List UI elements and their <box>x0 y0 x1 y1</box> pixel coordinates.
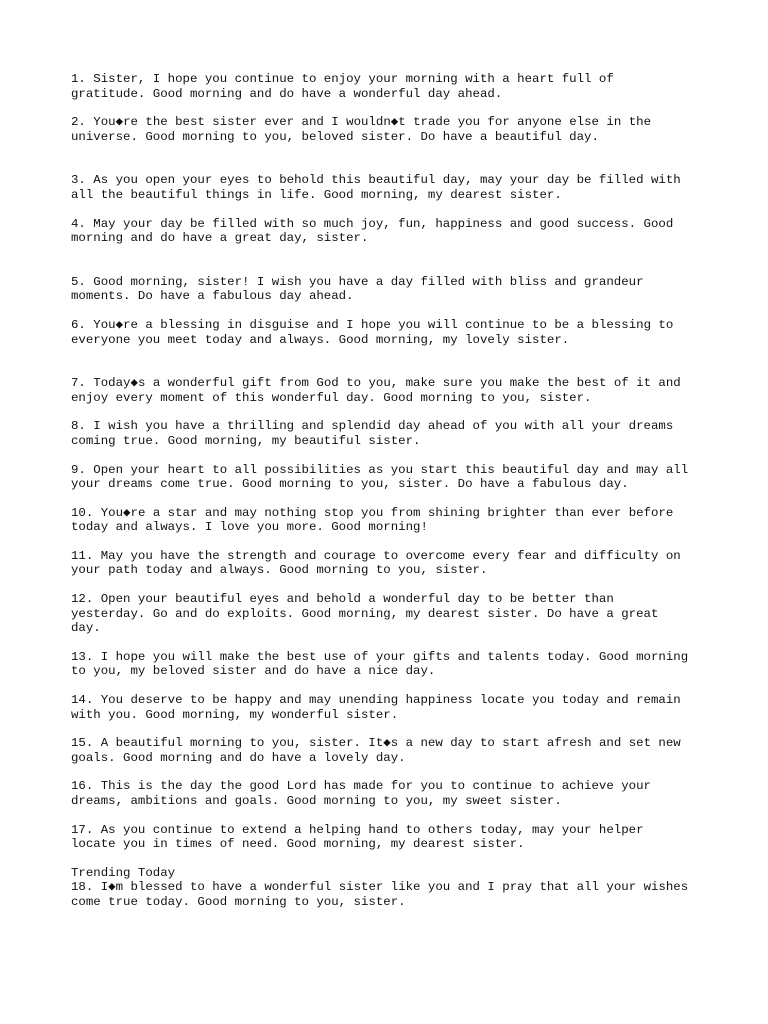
paragraph-gap <box>71 535 711 549</box>
paragraph-1: 1. Sister, I hope you continue to enjoy your morning with a heart full of gratitude. Good morning and do have a wonderful day ahead. <box>71 72 614 101</box>
paragraph-gap <box>71 722 711 736</box>
paragraph-gap <box>71 765 711 779</box>
paragraph-gap <box>71 636 711 650</box>
paragraph-14: 14. You deserve to be happy and may unending happiness locate you today and remain with you. Good morning, my wonderful sister. <box>71 693 681 722</box>
paragraph-gap <box>71 492 711 506</box>
paragraph-8: 8. I wish you have a thrilling and splendid day ahead of you with all your dreams coming true. Good morning, my beautiful sister. <box>71 419 674 448</box>
trending-today-heading: Trending Today <box>71 865 176 880</box>
paragraph-7: 7. Today◆s a wonderful gift from God to you, make sure you make the best of it and enjoy every moment of this wonderful day. Good morning to you, sister. <box>71 376 681 405</box>
paragraph-gap <box>71 246 711 275</box>
paragraph-16: 16. This is the day the good Lord has made for you to continue to achieve your dreams, ambitions and goals. Good morning to you, my sweet sister. <box>71 779 651 808</box>
paragraph-11: 11. May you have the strength and courage to overcome every fear and difficulty on your path today and always. Good morning to you, sister. <box>71 548 681 578</box>
paragraph-gap <box>71 304 711 318</box>
paragraph-gap <box>71 203 711 217</box>
paragraph-gap <box>71 101 711 115</box>
paragraph-gap <box>71 405 711 419</box>
paragraph-6: 6. You◆re a blessing in disguise and I hope you will continue to be a blessing to everyone you meet today and always. Good morning, my lovely sister. <box>71 317 674 347</box>
paragraph-10: 10. You◆re a star and may nothing stop you from shining brighter than ever before today and always. I love you more. Good morning! <box>71 505 674 535</box>
paragraph-18: 18. I◆m blessed to have a wonderful sister like you and I pray that all your wishes come true today. Good morning to you, sister. <box>71 880 689 909</box>
paragraph-9: 9. Open your heart to all possibilities as you start this beautiful day and may all your dreams come true. Good morning to you, sister. Do have a fabulous day. <box>71 462 689 492</box>
paragraph-gap <box>71 578 711 592</box>
paragraph-5: 5. Good morning, sister! I wish you have a day filled with bliss and grandeur moments. Do have a fabulous day ahead. <box>71 274 644 304</box>
paragraph-gap <box>71 347 711 376</box>
paragraph-gap <box>71 679 711 693</box>
paragraph-4: 4. May your day be filled with so much joy, fun, happiness and good success. Good morning and do have a great day, sister. <box>71 216 674 246</box>
paragraph-gap <box>71 809 711 823</box>
paragraph-12: 12. Open your beautiful eyes and behold a wonderful day to be better than yesterday. Go and do exploits. Good morning, my dearest sister. Do have a great day. <box>71 592 659 636</box>
document-page <box>71 72 711 910</box>
paragraph-15: 15. A beautiful morning to you, sister. It◆s a new day to start afresh and set new goals. Good morning and do have a lovely day. <box>71 736 681 765</box>
paragraph-gap <box>71 144 711 173</box>
paragraph-gap <box>71 852 711 866</box>
paragraph-13: 13. I hope you will make the best use of your gifts and talents today. Good morning to you, my beloved sister and do have a nice day. <box>71 649 689 679</box>
paragraph-2: 2. You◆re the best sister ever and I wouldn◆t trade you for anyone else in the universe. Good morning to you, beloved sister. Do have a beautiful day. <box>71 115 652 144</box>
paragraph-3: 3. As you open your eyes to behold this beautiful day, may your day be filled with all the beautiful things in life. Good morning, my dearest sister. <box>71 173 681 202</box>
paragraph-gap <box>71 449 711 463</box>
paragraph-17: 17. As you continue to extend a helping hand to others today, may your helper locate you in times of need. Good morning, my dearest sister. <box>71 822 644 852</box>
